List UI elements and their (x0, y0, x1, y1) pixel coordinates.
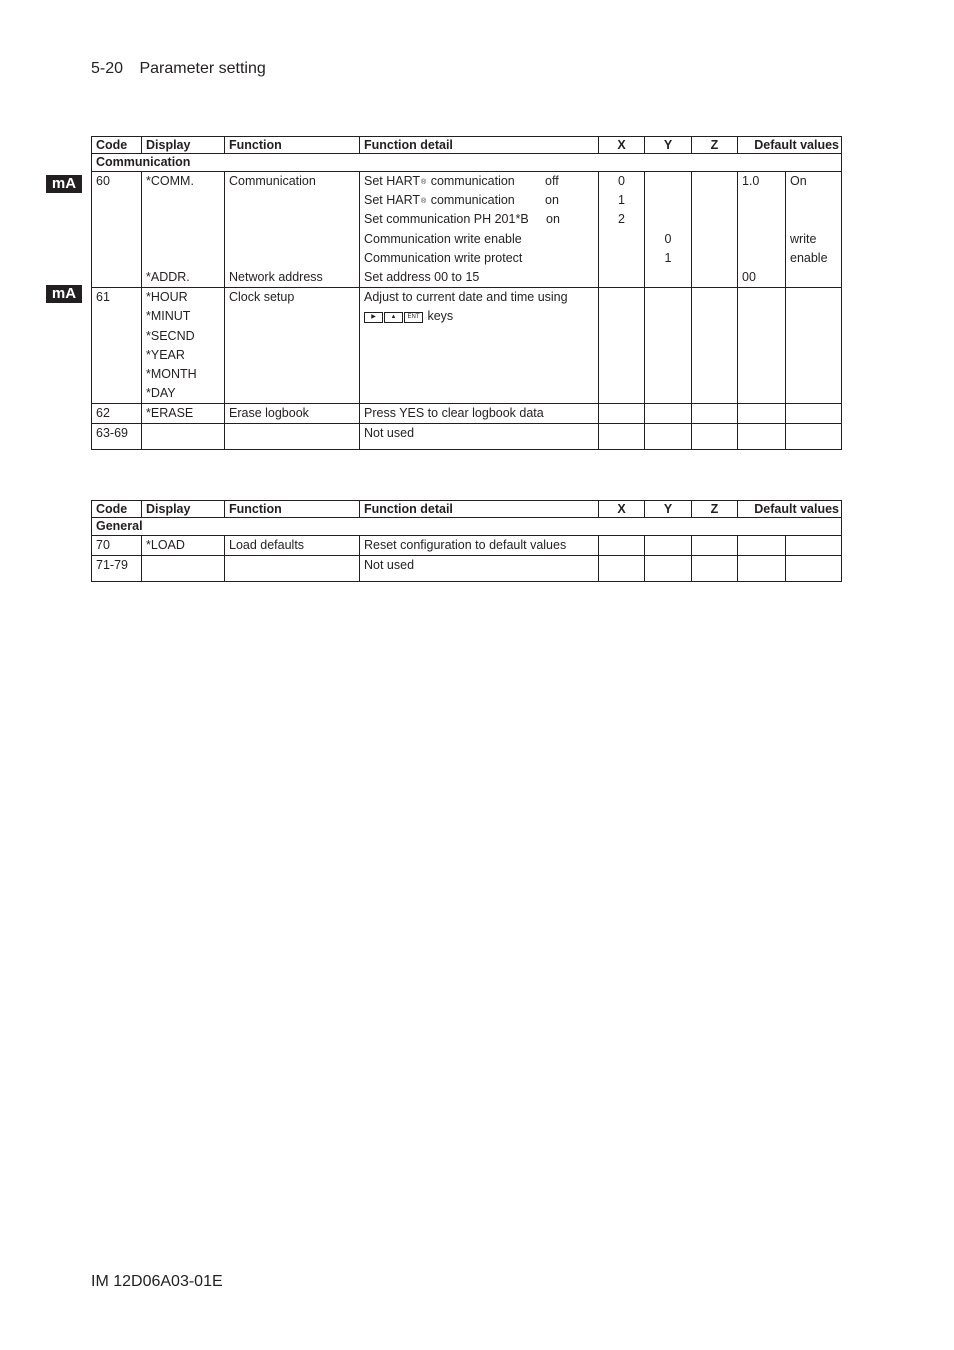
table-row-63-69 (92, 424, 842, 450)
function-cell (225, 424, 360, 450)
default-value-extra-cell (786, 424, 842, 450)
default-value-cell (738, 288, 786, 404)
default-value-cell (738, 536, 786, 556)
communication-parameter-table (91, 136, 842, 450)
column-header-x: X (599, 137, 645, 154)
table-row-70 (92, 536, 842, 556)
section-title-communication: Communication (92, 154, 842, 172)
function-detail-cell: Adjust to current date and time using ▶ ▲ ENT keys (360, 288, 599, 404)
column-header-display: Display (142, 137, 225, 154)
function-cell: Load defaults (225, 536, 360, 556)
y-cell (645, 536, 692, 556)
code-cell: 70 (92, 536, 142, 556)
function-cell: Erase logbook (225, 404, 360, 424)
x-cell: 0 1 2 (599, 172, 645, 288)
column-header-y: Y (645, 137, 692, 154)
document-id: IM 12D06A03-01E (91, 1273, 223, 1290)
section-row (92, 518, 842, 536)
column-header-z: Z (692, 137, 738, 154)
display-cell: *HOUR *MINUT *SECND *YEAR *MONTH *DAY (142, 288, 225, 404)
right-arrow-key-icon: ▶ (364, 312, 383, 323)
function-cell: Clock setup (225, 288, 360, 404)
column-header-display: Display (142, 501, 225, 518)
z-cell (692, 424, 738, 450)
x-cell (599, 404, 645, 424)
default-value-cell (738, 556, 786, 582)
function-detail-cell (360, 172, 599, 288)
z-cell (692, 556, 738, 582)
code-cell: 62 (92, 404, 142, 424)
default-value-cell (738, 424, 786, 450)
default-value-extra-cell (786, 288, 842, 404)
column-header-z: Z (692, 501, 738, 518)
table-row-71-79 (92, 556, 842, 582)
code-cell: 61 (92, 288, 142, 404)
y-cell (645, 424, 692, 450)
column-header-code: Code (92, 137, 142, 154)
column-header-default-values: Default values (738, 501, 842, 518)
column-header-function-detail: Function detail (360, 137, 599, 154)
display-cell (142, 424, 225, 450)
x-cell (599, 536, 645, 556)
default-value-extra-cell (786, 536, 842, 556)
function-detail-cell: Reset configuration to default values (360, 536, 599, 556)
keys-line: ▶ ▲ ENT keys (364, 307, 594, 326)
default-value-extra-cell (786, 404, 842, 424)
display-cell: *ERASE (142, 404, 225, 424)
y-cell: 0 1 (645, 172, 692, 288)
table-header-row (92, 137, 842, 154)
column-header-default-values: Default values (738, 137, 842, 154)
display-cell (142, 556, 225, 582)
function-detail-cell: Not used (360, 424, 599, 450)
x-cell (599, 424, 645, 450)
y-cell (645, 404, 692, 424)
function-cell: Communication Network address (225, 172, 360, 288)
column-header-function: Function (225, 501, 360, 518)
default-value-cell (738, 404, 786, 424)
x-cell (599, 556, 645, 582)
column-header-y: Y (645, 501, 692, 518)
y-cell (645, 556, 692, 582)
detail-line: Set HART® communication off (364, 174, 559, 188)
display-cell: *COMM. *ADDR. (142, 172, 225, 288)
z-cell (692, 404, 738, 424)
general-parameter-table (91, 500, 842, 582)
column-header-function-detail: Function detail (360, 501, 599, 518)
registered-mark: ® (421, 198, 427, 206)
column-header-code: Code (92, 501, 142, 518)
detail-line: Set communication PH 201*B on (364, 212, 560, 227)
y-cell (645, 288, 692, 404)
code-cell: 60 (92, 172, 142, 288)
detail-line: Communication write protect (364, 250, 523, 265)
code-cell: 63-69 (92, 424, 142, 450)
detail-line: Set HART® communication on (364, 193, 559, 208)
ma-badge: mA (46, 175, 82, 193)
table-row-62 (92, 404, 842, 424)
page-header (91, 60, 266, 78)
code-cell: 71-79 (92, 556, 142, 582)
z-cell (692, 288, 738, 404)
z-cell (692, 536, 738, 556)
detail-line: Set address 00 to 15 (364, 269, 480, 284)
detail-line: Communication write enable (364, 231, 522, 246)
function-cell (225, 556, 360, 582)
default-value-extra-cell: On write enable (786, 172, 842, 288)
z-cell (692, 172, 738, 288)
ma-badge: mA (46, 285, 82, 303)
page-number: 5-20 (91, 60, 124, 77)
column-header-x: X (599, 501, 645, 518)
section-title-general: General (92, 518, 842, 536)
display-cell: *LOAD (142, 536, 225, 556)
x-cell (599, 288, 645, 404)
enter-key-icon: ENT (404, 312, 423, 323)
table-row-61 (92, 288, 842, 404)
function-detail-cell: Not used (360, 556, 599, 582)
registered-mark: ® (421, 179, 427, 186)
column-header-function: Function (225, 137, 360, 154)
up-arrow-key-icon: ▲ (384, 312, 403, 323)
section-row (92, 154, 842, 172)
table-header-row (92, 501, 842, 518)
function-detail-cell: Press YES to clear logbook data (360, 404, 599, 424)
default-value-extra-cell (786, 556, 842, 582)
table-row-60 (92, 172, 842, 288)
section-title: Parameter setting (139, 60, 266, 77)
default-value-cell: 1.0 00 (738, 172, 786, 288)
